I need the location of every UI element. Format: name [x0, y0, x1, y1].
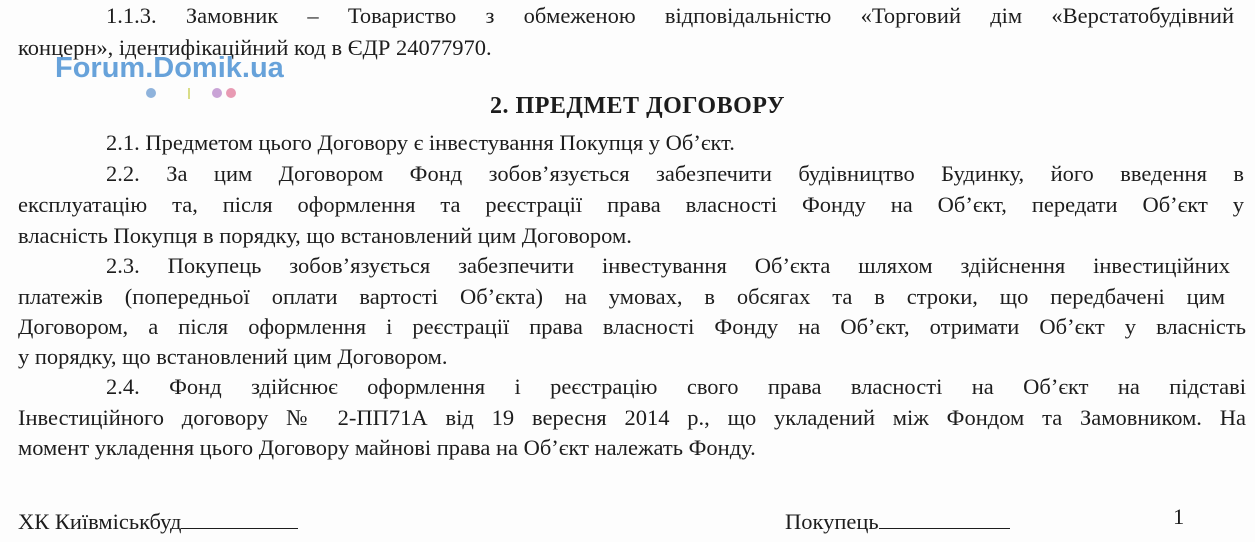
- clause-2-3-line-4: у порядку, що встановлений цим Договором.: [18, 344, 448, 369]
- right-signature-line: [879, 508, 1010, 529]
- clause-2-3-line-2: платежів (попередньої оплати вартості Об’єкта) на умовах, в обсягах та в строки, що передбачені цим: [18, 284, 1225, 309]
- clause-1-1-3-line-2: концерн», ідентифікаційний код в ЄДР 24077970.: [18, 35, 492, 60]
- clause-2-2-line-2: експлуатацію та, після оформлення та реєстрації права власності Фонду на Об’єкт, передати Об’єкт у: [18, 192, 1244, 217]
- clause-2-3-line-1: 2.3. Покупець зобов’язується забезпечити інвестування Об’єкта шляхом здійснення інвестиційних: [106, 253, 1230, 278]
- footer-left-party: [18, 508, 298, 535]
- forum-domik-watermark: Forum.Domik.ua: [55, 52, 284, 84]
- section-heading: 2. ПРЕДМЕТ ДОГОВОРУ: [490, 93, 785, 119]
- clause-2-3-line-3: Договором, а після оформлення і реєстрації права власності Фонду на Об’єкт, отримати Об’єкт у власність: [18, 314, 1246, 339]
- left-signature-line: [181, 508, 298, 529]
- clause-2-2-line-3: власність Покупця в порядку, що встановлений цим Договором.: [18, 223, 632, 248]
- clause-2-4-line-3: момент укладення цього Договору майнові права на Об’єкт належать Фонду.: [18, 435, 756, 460]
- clause-2-4-line-1: 2.4. Фонд здійснює оформлення і реєстрацію свого права власності на Об’єкт на підставі: [106, 374, 1246, 399]
- footer-right-party: [785, 508, 1010, 535]
- clause-2-1-line-1: 2.1. Предметом цього Договору є інвестування Покупця у Об’єкт.: [106, 130, 735, 155]
- right-party-name: Покупець: [785, 509, 879, 534]
- clause-2-4-line-2: Інвестиційного договору № 2-ПП71А від 19 вересня 2014 р., що укладений між Фондом та Замовником. На: [18, 405, 1246, 430]
- page-number: 1: [1173, 504, 1185, 529]
- left-party-name: ХК Київміськбуд: [18, 509, 182, 534]
- clause-2-2-line-1: 2.2. За цим Договором Фонд зобов’язується забезпечити будівництво Будинку, його введення в: [106, 161, 1244, 186]
- clause-1-1-3-line-1: 1.1.3. Замовник – Товариство з обмеженою відповідальністю «Торговий дім «Верстатобудівний: [106, 3, 1234, 28]
